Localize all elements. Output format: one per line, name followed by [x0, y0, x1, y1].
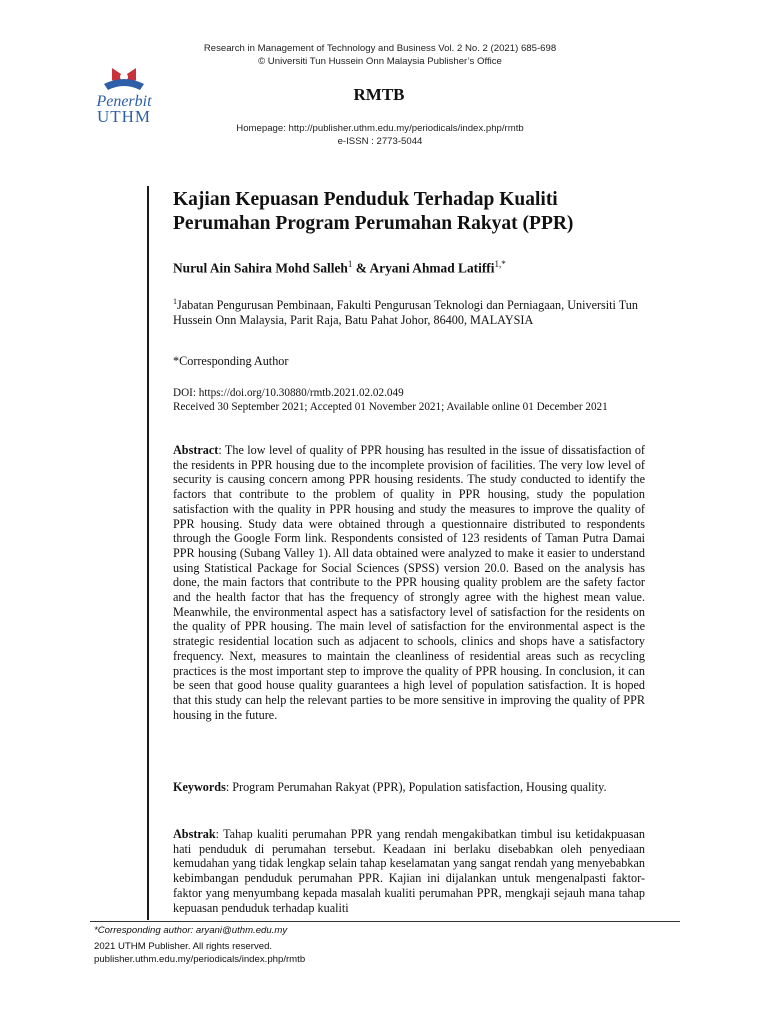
- author-affiliation-mark: 1,*: [494, 259, 506, 269]
- logo-uthm-text: UTHM: [96, 107, 152, 126]
- copyright-line: © Universiti Tun Hussein Onn Malaysia Publisher’s Office: [258, 56, 502, 67]
- column-rule: [147, 186, 149, 920]
- eissn: e-ISSN : 2773-5044: [337, 136, 423, 147]
- author-name: Aryani Ahmad Latiffi: [369, 260, 495, 276]
- abstrak-label: Abstrak: [173, 827, 216, 841]
- author-name: Nurul Ain Sahira Mohd Salleh: [173, 260, 348, 276]
- keywords: [173, 780, 645, 795]
- keywords-text: : Program Perumahan Rakyat (PPR), Population satisfaction, Housing quality.: [225, 780, 607, 794]
- footer-divider: [90, 921, 680, 922]
- author-separator: &: [352, 260, 370, 276]
- article-title: Kajian Kepuasan Penduduk Terhadap Kualiti Perumahan Program Perumahan Rakyat (PPR): [173, 189, 574, 234]
- keywords-label: Keywords: [173, 780, 226, 794]
- affiliation-text: Jabatan Pengurusan Pembinaan, Fakulti Pengurusan Teknologi dan Perniagaan, Universiti Tun Hussein Onn Malaysia, Parit Raja, Batu Pahat Johor, 86400, MALAYSIA: [173, 298, 638, 328]
- journal-abbreviation: RMTB: [353, 85, 405, 104]
- doi-link[interactable]: DOI: https://doi.org/10.30880/rmtb.2021.02.02.049: [173, 387, 404, 399]
- footer-corresponding-email: *Corresponding author: aryani@uthm.edu.my: [94, 925, 288, 936]
- abstract-label: Abstract: [173, 443, 219, 457]
- article-meta: [173, 386, 645, 414]
- journal-citation: Research in Management of Technology and Business Vol. 2 No. 2 (2021) 685-698: [203, 43, 557, 54]
- abstract-text: : The low level of quality of PPR housing has resulted in the issue of dissatisfaction of the residents in PPR housing due to the incomplete provision of facilities. The very low level of security is causing concern among PPR housing residents. The study conducted to identify the factors that contribute to the problem of quality in PPR housing, study the population satisfaction with the quality in PPR housing and study the measures to improve the quality of PPR housing. Study data were obtained through a questionnaire distributed to respondents through the Google Form link. Respondents consisted of 123 residents of Taman Putra Damai PPR housing (Subang Valley 1). All data obtained were analyzed to make it easier to understand using Statistical Package for Social Sciences (SPSS) version 20.0. Based on the analysis has done, the main factors that contribute to the PPR housing quality problem are the safety factor and the health factor that has the frequency of strongly agree with the highest mean value. Meanwhile, the environmental aspect has a satisfactory level of satisfaction for the residents on the quality of PPR housing. The main level of satisfaction for the environmental aspect is the strategic residential location such as adjacent to schools, clinics and shops have a satisfactory frequency. Next, measures to maintain the cleanliness of residential areas such as recycling practices is the most important step to improve the quality of PPR housing. In conclusion, it can be seen that good house quality guarantees a high level of population satisfaction. It is hoped that this study can help the relevant parties to be more sensitive in improving the quality of PPR housing in the future.: [173, 443, 645, 722]
- author-affiliation-mark: 1: [347, 259, 353, 269]
- article-dates: Received 30 September 2021; Accepted 01 November 2021; Available online 01 December 2021: [173, 401, 608, 413]
- footer-rights: 2021 UTHM Publisher. All rights reserved.: [94, 941, 273, 952]
- author-line: [173, 259, 645, 276]
- abstrak: [173, 827, 645, 919]
- affiliation-mark: 1: [173, 297, 177, 306]
- footer-url[interactable]: publisher.uthm.edu.my/periodicals/index.php/rmtb: [94, 954, 306, 965]
- logo-penerbit-text: Penerbit: [96, 93, 152, 110]
- homepage-link[interactable]: Homepage: http://publisher.uthm.edu.my/periodicals/index.php/rmtb: [236, 123, 524, 134]
- corresponding-author-note: *Corresponding Author: [173, 354, 289, 368]
- abstrak-text: : Tahap kualiti perumahan PPR yang rendah mengakibatkan timbul isu ketidakpuasan hati penduduk di perumahan tersebut. Keadaan ini berlaku disebabkan oleh penyediaan kemudahan yang tidak lengkap selain tahap keselamatan yang sangat rendah yang menyebabkan kebimbangan penduduk perumahan PPR. Kajian ini dijalankan untuk mengenalpasti faktor-faktor yang menyumbang kepada masalah kualiti perumahan PPR, mengkaji sejauh mana tahap kepuasan penduduk terhadap kualiti: [173, 827, 645, 915]
- abstract: [173, 443, 645, 722]
- affiliation: [173, 294, 645, 328]
